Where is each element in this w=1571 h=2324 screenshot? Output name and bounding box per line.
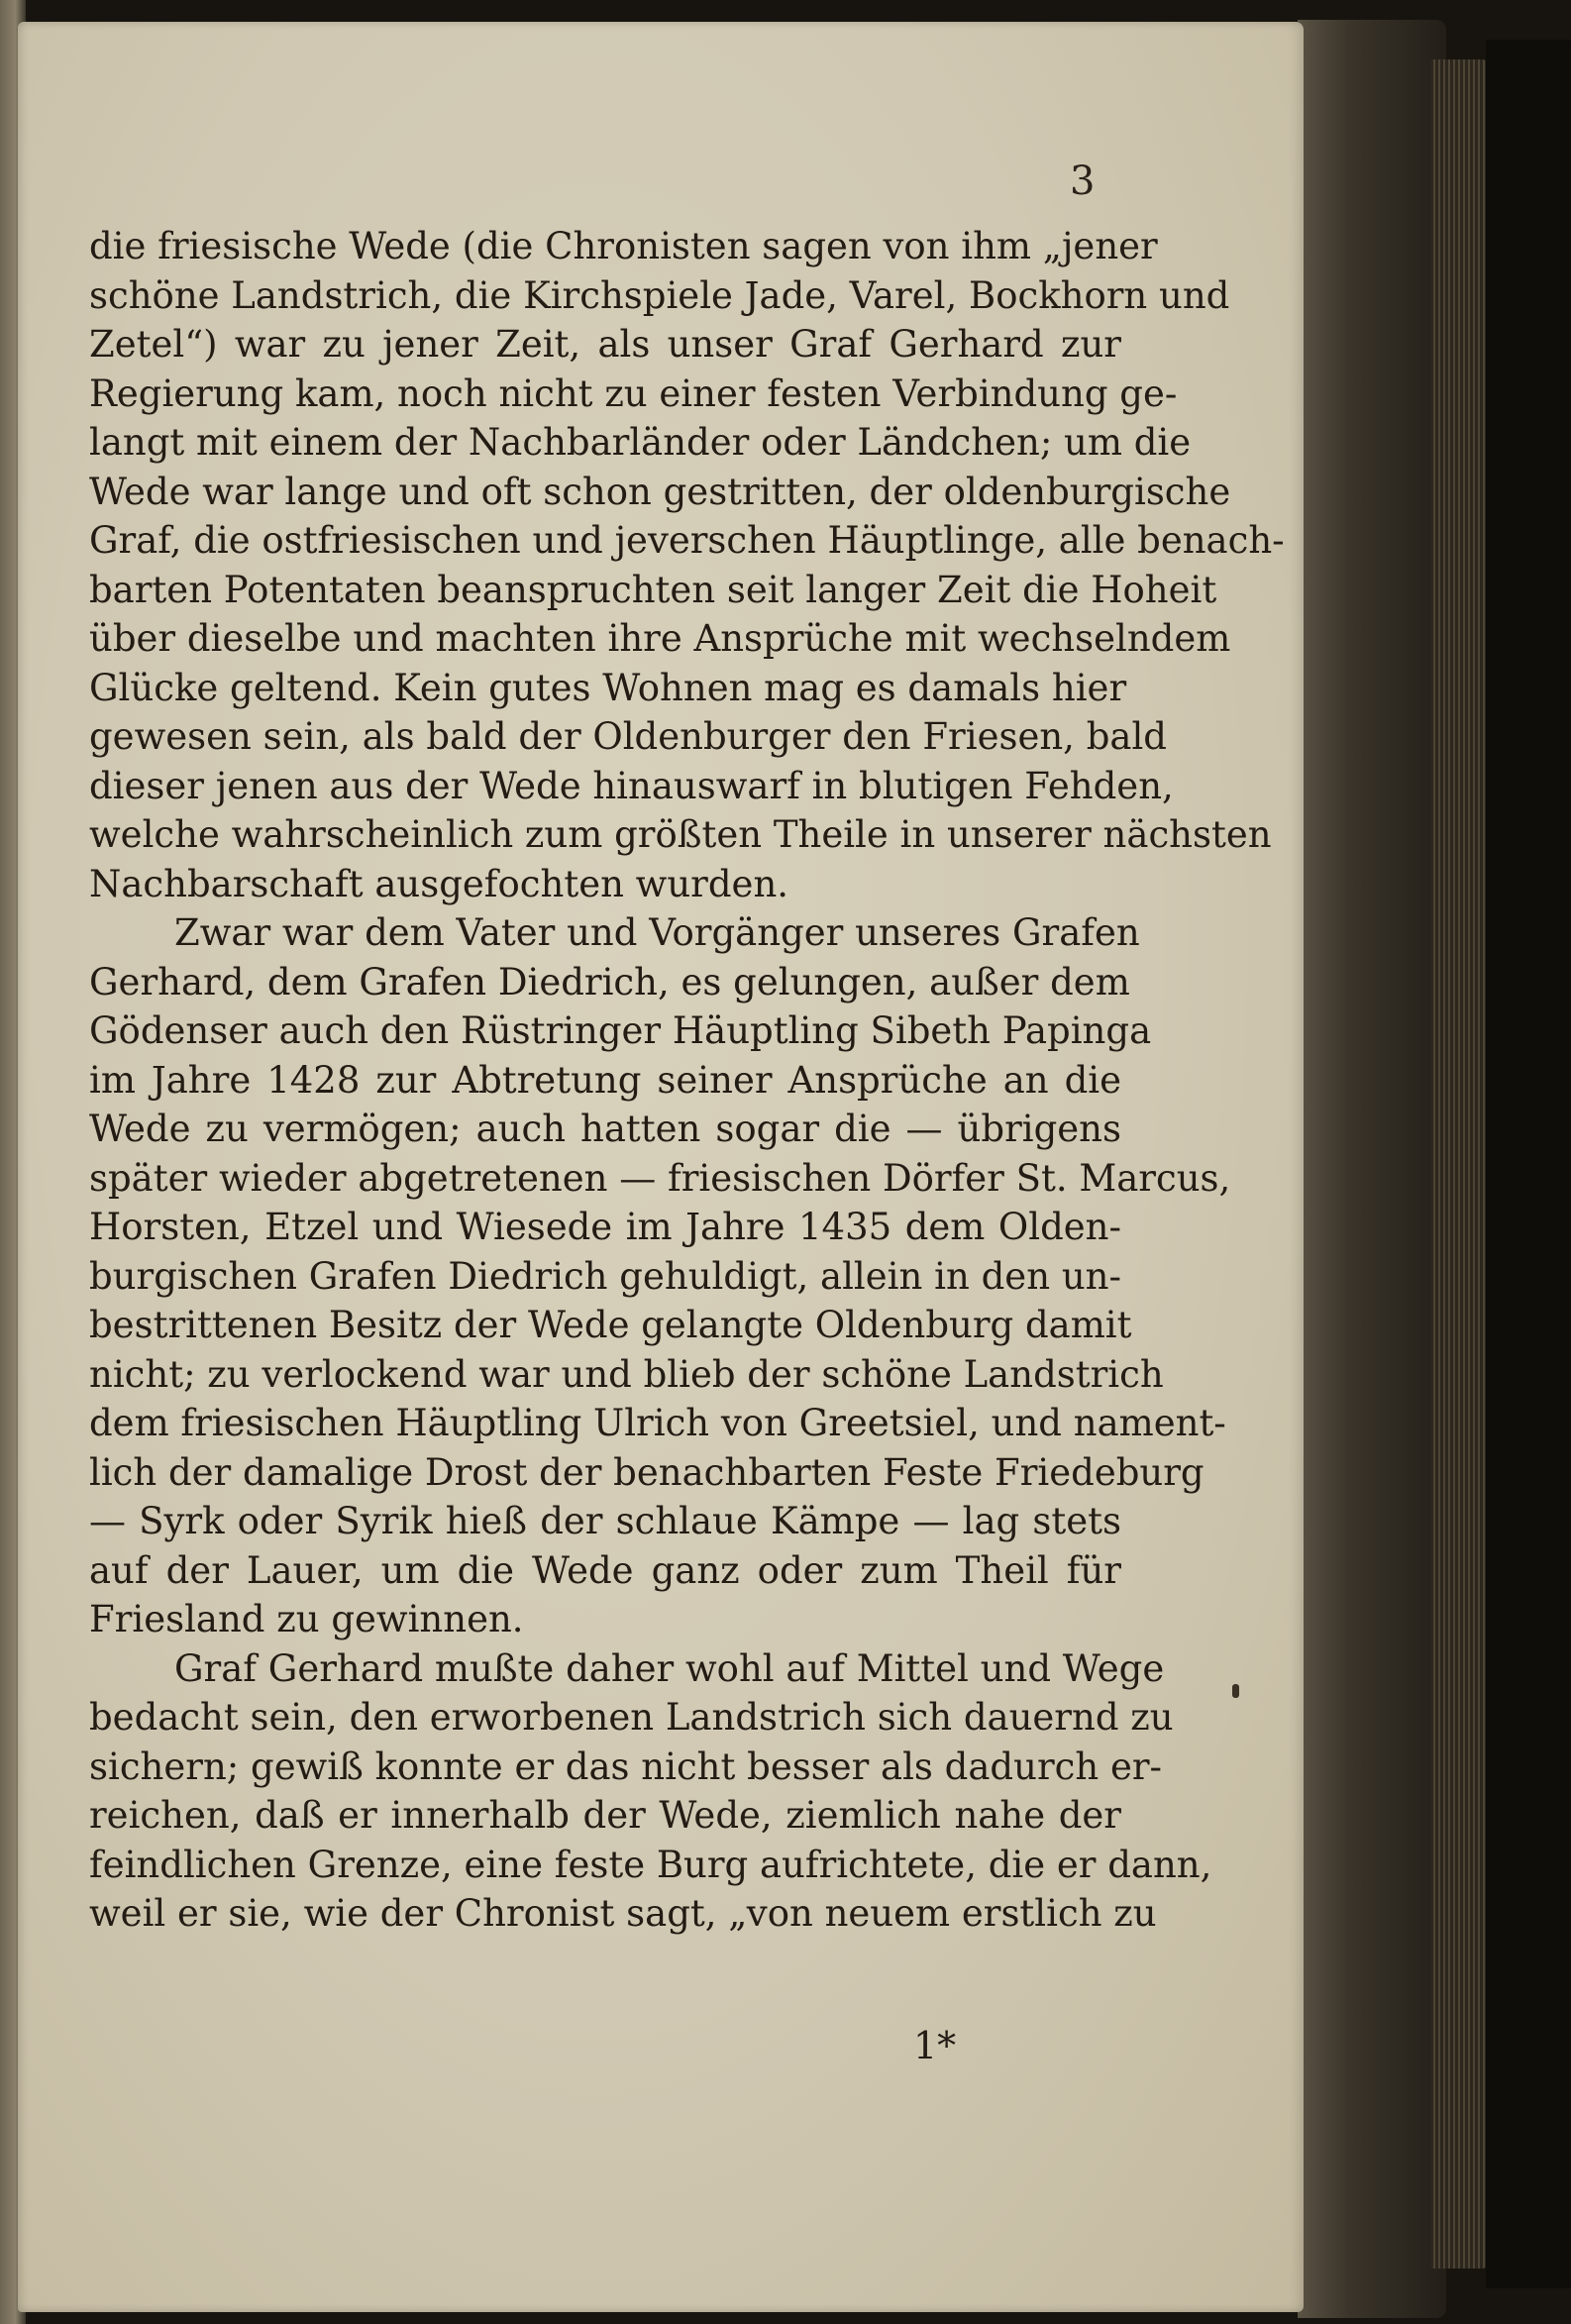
text-line-31: bedacht sein, den erworbenen Landstrich sich dauernd zu bbox=[89, 1696, 1174, 1739]
text-line-18: im Jahre 1428 zur Abtretung seiner Ansprüche an die bbox=[89, 1058, 1121, 1102]
text-line-24: nicht; zu verlockend war und blieb der schöne Landstrich bbox=[89, 1352, 1164, 1396]
text-line-27: — Syrk oder Syrik hieß der schlaue Kämpe — lag stets bbox=[89, 1500, 1121, 1542]
text-line-6: Wede war lange und oft schon gestritten, der oldenburgische bbox=[89, 470, 1231, 513]
text-line-25: dem friesischen Häuptling Ulrich von Greetsiel, und nament- bbox=[89, 1402, 1226, 1444]
text-line-15: Zwar war dem Vater und Vorgänger unseres Grafen bbox=[174, 911, 1140, 954]
text-line-21: Horsten, Etzel und Wiesede im Jahre 1435 dem Olden- bbox=[89, 1206, 1121, 1248]
text-line-23: bestrittenen Besitz der Wede gelangte Oldenburg damit bbox=[89, 1304, 1132, 1346]
book-edge-shadow bbox=[1298, 20, 1446, 2318]
text-line-19: Wede zu vermögen; auch hatten sogar die — übrigens bbox=[89, 1108, 1121, 1150]
text-line-1: die friesische Wede (die Chronisten sagen von ihm „jener bbox=[89, 225, 1158, 267]
text-line-30: Graf Gerhard mußte daher wohl auf Mittel und Wege bbox=[174, 1646, 1165, 1690]
text-line-29: Friesland zu gewinnen. bbox=[89, 1598, 524, 1640]
text-line-17: Gödenser auch den Rüstringer Häuptling Sibeth Papinga bbox=[89, 1009, 1152, 1052]
page-stack-edges bbox=[1430, 59, 1490, 2269]
text-line-5: langt mit einem der Nachbarländer oder Ländchen; um die bbox=[89, 421, 1192, 464]
text-line-16: Gerhard, dem Grafen Diedrich, es gelungen, außer dem bbox=[89, 960, 1130, 1004]
page-number: 3 bbox=[1070, 158, 1096, 204]
text-line-9: über dieselbe und machten ihre Ansprüche mit wechselndem bbox=[89, 617, 1231, 660]
text-line-3: Zetel“) war zu jener Zeit, als unser Graf Gerhard zur bbox=[89, 323, 1121, 366]
book-cover-edge bbox=[1486, 40, 1571, 2288]
text-line-4: Regierung kam, noch nicht zu einer festen Verbindung ge- bbox=[89, 371, 1178, 415]
text-line-14: Nachbarschaft ausgefochten wurden. bbox=[89, 862, 789, 905]
printer-signature-mark: 1* bbox=[913, 2024, 957, 2067]
ink-speck bbox=[1232, 1684, 1239, 1698]
text-line-34: feindlichen Grenze, eine feste Burg aufrichtete, die er dann, bbox=[89, 1843, 1212, 1886]
body-text bbox=[89, 222, 1285, 1939]
text-line-33: reichen, daß er innerhalb der Wede, ziemlich nahe der bbox=[89, 1794, 1121, 1837]
text-line-7: Graf, die ostfriesischen und jeverschen Häuptlinge, alle benach- bbox=[89, 519, 1285, 562]
text-line-22: burgischen Grafen Diedrich gehuldigt, allein in den un- bbox=[89, 1254, 1121, 1298]
text-line-8: barten Potentaten beanspruchten seit langer Zeit die Hoheit bbox=[89, 568, 1217, 611]
text-line-12: dieser jenen aus der Wede hinauswarf in blutigen Fehden, bbox=[89, 764, 1174, 807]
text-line-10: Glücke geltend. Kein gutes Wohnen mag es damals hier bbox=[89, 666, 1127, 709]
text-line-35: weil er sie, wie der Chronist sagt, „von neuem erstlich zu bbox=[89, 1892, 1157, 1935]
text-line-26: lich der damalige Drost der benachbarten Feste Friedeburg bbox=[89, 1450, 1204, 1494]
text-line-13: welche wahrscheinlich zum größten Theile in unserer nächsten bbox=[89, 813, 1272, 856]
text-line-32: sichern; gewiß konnte er das nicht besser als dadurch er- bbox=[89, 1744, 1163, 1788]
text-line-28: auf der Lauer, um die Wede ganz oder zum Theil für bbox=[89, 1548, 1121, 1592]
text-line-2: schöne Landstrich, die Kirchspiele Jade, Varel, Bockhorn und bbox=[89, 273, 1230, 317]
text-line-20: später wieder abgetretenen — friesischen Dörfer St. Marcus, bbox=[89, 1156, 1231, 1200]
text-line-11: gewesen sein, als bald der Oldenburger den Friesen, bald bbox=[89, 715, 1167, 758]
